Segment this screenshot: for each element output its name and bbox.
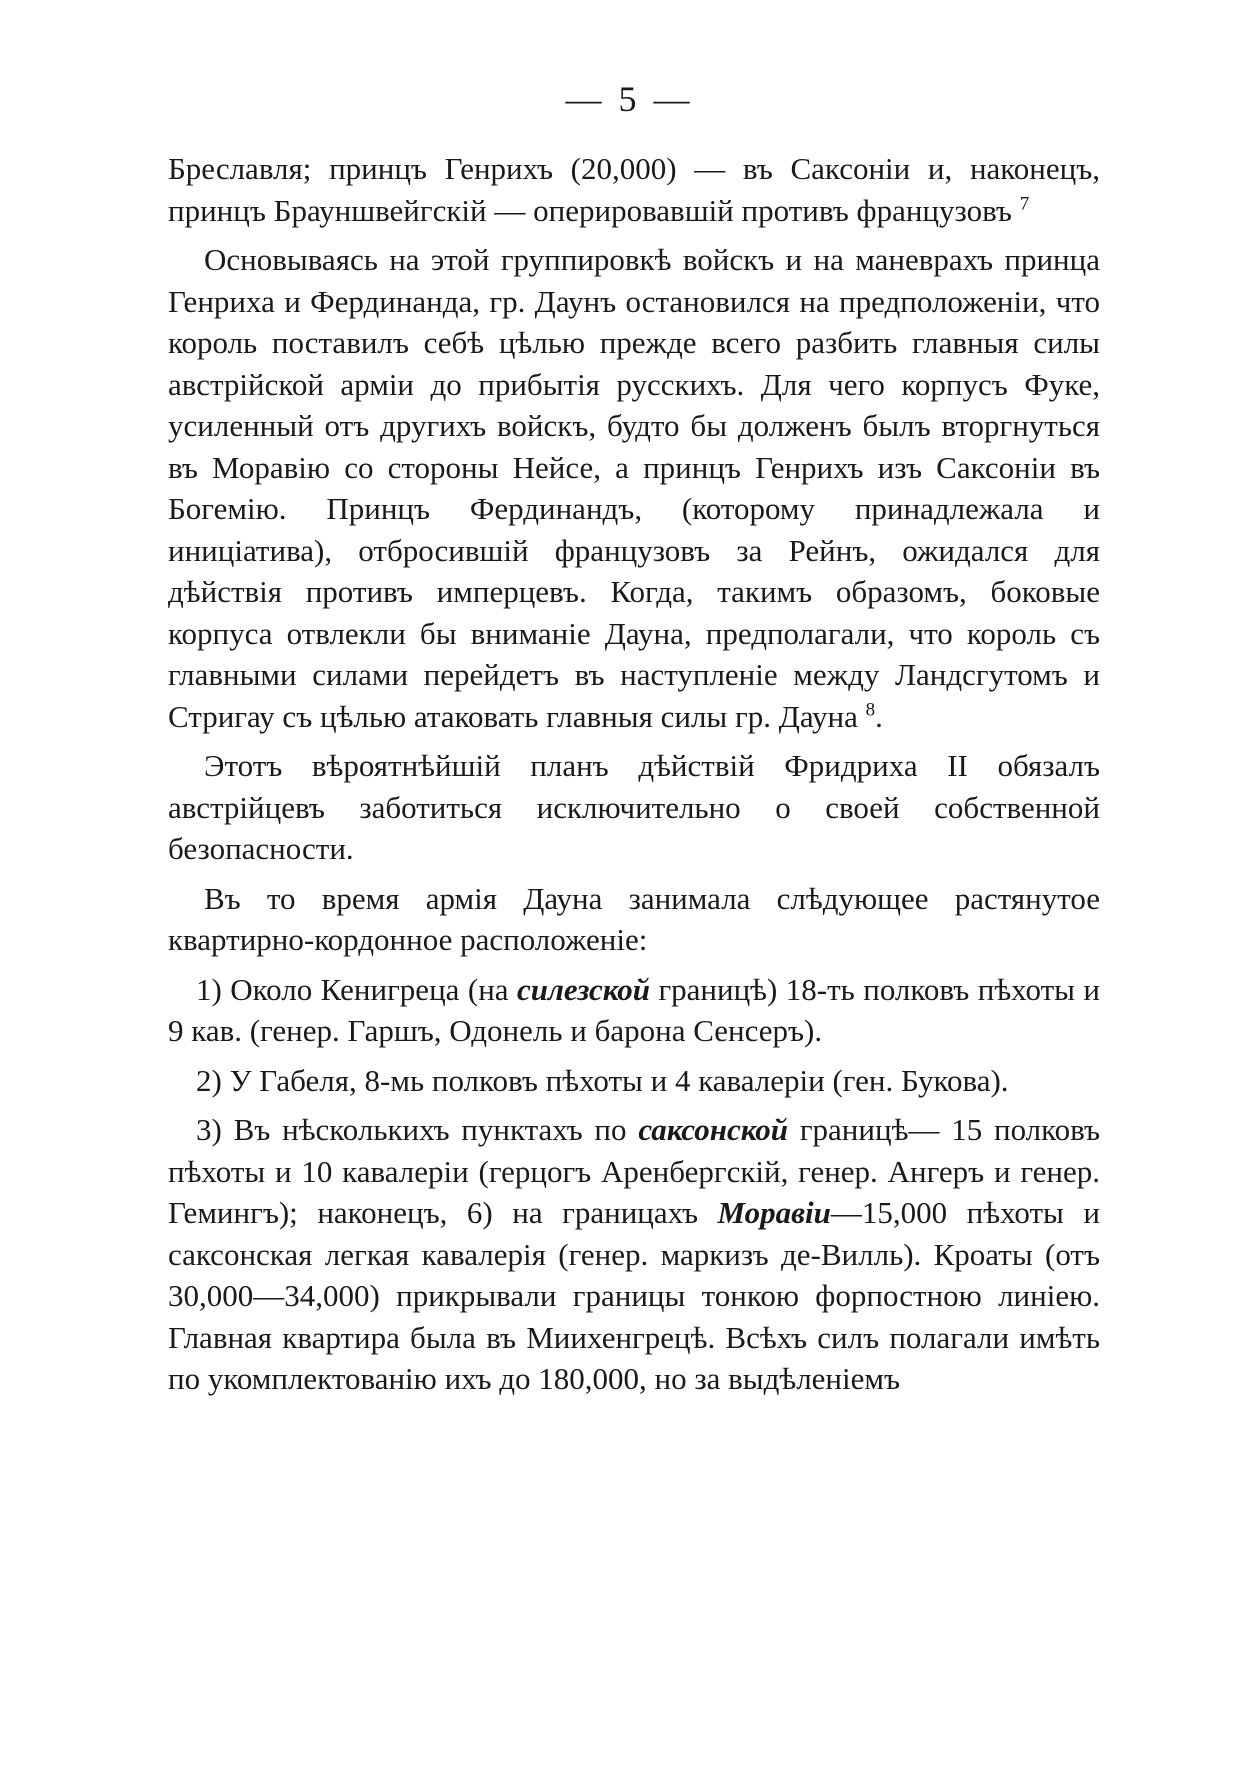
paragraph-3 bbox=[168, 745, 1100, 870]
paragraph-2 bbox=[168, 239, 1100, 737]
paragraph-text: 1) Около Кенигреца (на bbox=[196, 971, 509, 1007]
paragraph-text: Бреславля; принцъ Генрихъ (20,000) — въ Саксоніи и, наконецъ, принцъ Брауншвейгскій — оперировавшій противъ французовъ bbox=[168, 151, 1100, 228]
paragraph-text-end: границѣ) 18-ть полковъ пѣхоты и 9 кав. (генер. Гаршъ, Одонель и барона Сенсеръ). bbox=[168, 971, 1100, 1048]
emphasis-saxon: саксонской bbox=[638, 1112, 789, 1147]
paragraph-4 bbox=[168, 878, 1100, 961]
paragraph-text: 2) У Габеля, 8-мь полковъ пѣхоты и 4 кавалеріи (ген. Букова). bbox=[196, 1062, 1009, 1098]
list-item-3 bbox=[168, 1109, 1100, 1400]
paragraph-text: Основываясь на этой группировкѣ войскъ и на маневрахъ принца Генриха и Фердинанда, гр. Даунъ остановился на предположеніи, что король поставилъ себѣ цѣлью прежде всего разбить главныя силы австрійской арміи до прибытія русскихъ. Для чего корпусъ Фуке, усиленный отъ другихъ войскъ, будто бы долженъ былъ вторгнуться въ Моравію со стороны Нейсе, а принцъ Генрихъ изъ Саксоніи въ Богемію. Принцъ Фердинандъ, (которому принадлежала и иниціатива), отбросившій французовъ за Рейнъ, ожидался для дѣйствія противъ имперцевъ. Когда, такимъ образомъ, боковые корпуса отвлекли бы вниманіе Дауна, предполагали, что король съ главными силами перейдетъ въ наступленіе между Ландсгутомъ и Стригау съ цѣлью атаковать главныя силы гр. Дауна bbox=[168, 242, 1100, 734]
page-number: — 5 — bbox=[565, 79, 694, 119]
paragraph-text: Въ то время армія Дауна занимала слѣдующее растянутое квартирно-кордонное расположеніе: bbox=[168, 880, 1100, 957]
paragraph-1 bbox=[168, 148, 1100, 231]
list-item-1 bbox=[168, 969, 1100, 1052]
paragraph-text: 3) Въ нѣсколькихъ пунктахъ по bbox=[196, 1112, 627, 1147]
footnote-marker[interactable]: 8 bbox=[865, 699, 876, 721]
body-text bbox=[168, 148, 1100, 1408]
emphasis-moravia: Моравіи bbox=[717, 1195, 831, 1230]
paragraph-text-mid: границѣ— 15 полковъ пѣхоты и 10 кавалеріи (герцогъ Аренбергскій, генер. Ангеръ и генер. Гемингъ); наконецъ, 6) на границахъ bbox=[168, 1112, 1101, 1230]
paragraph-text-end: —15,000 пѣхоты и саксонская легкая кавалерія (генер. маркизъ де-Вилль). Кроаты (отъ 30,000—34,000) прикрывали границы тонкою форпостною линіею. Главная квартира была въ Миихенгрецѣ. Всѣхъ силъ полагали имѣть по укомплектованію ихъ до 180,000, но за выдѣленіемъ bbox=[168, 1195, 1100, 1396]
paragraph-text: Этотъ вѣроятнѣйшій планъ дѣйствій Фридриха II обязалъ австрійцевъ заботиться исключительно о своей собственной безопасности. bbox=[168, 748, 1100, 866]
emphasis-silesian: силезской bbox=[517, 971, 650, 1007]
paragraph-text-end: . bbox=[875, 698, 883, 734]
list-item-2 bbox=[168, 1060, 1100, 1102]
footnote-marker[interactable]: 7 bbox=[1019, 193, 1030, 215]
